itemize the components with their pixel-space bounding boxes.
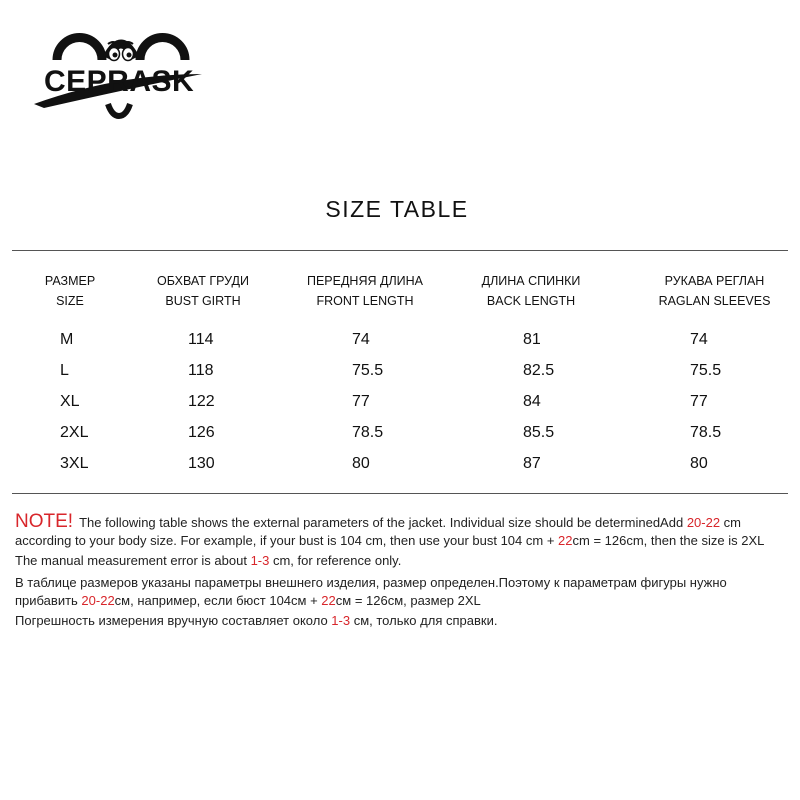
header-back-length [456, 271, 606, 311]
note-text: Погрешность измерения вручную составляет около [15, 613, 332, 628]
note-text: cm, for reference only. [269, 553, 402, 568]
table-cell: 81 [523, 331, 541, 348]
note-line-ru-1 [15, 574, 790, 592]
note-text: см, например, если бюст 104см + [114, 593, 322, 608]
table-cell: L [60, 362, 69, 379]
note-line-en-3 [15, 552, 790, 570]
table-cell: 80 [352, 455, 370, 472]
note-text: cm [720, 515, 742, 530]
note-text: В таблице размеров указаны параметры внешнего изделия, размер определен.Поэтому к параметрам фигуры нужно [15, 575, 727, 590]
header-bust-ru: ОБХВАТ ГРУДИ [156, 274, 250, 288]
table-cell: XL [60, 393, 80, 410]
table-cell: 74 [352, 331, 370, 348]
table-cell: 114 [188, 331, 214, 348]
size-notes [15, 513, 790, 630]
note-text: according to your body size. For example, if your bust is 104 cm, then use your bust 104 cm + [15, 533, 559, 548]
table-cell: 80 [690, 455, 708, 472]
brand-name: CEPRASK [44, 65, 195, 98]
header-size [30, 271, 110, 311]
note-highlight: 1-3 [250, 553, 270, 568]
note-text: прибавить [15, 593, 82, 608]
table-cell: 74 [690, 331, 708, 348]
table-cell: 75.5 [690, 362, 722, 379]
header-front-ru: ПЕРЕДНЯЯ ДЛИНА [306, 274, 424, 288]
note-text: см, только для справки. [350, 613, 498, 628]
table-cell: 75.5 [352, 362, 384, 379]
header-raglan-sleeves [632, 271, 797, 311]
table-top-divider [12, 250, 788, 251]
note-highlight: 20-22 [686, 515, 721, 530]
header-size-ru: РАЗМЕР [44, 274, 96, 288]
note-text: The manual measurement error is about [15, 553, 251, 568]
table-cell: 2XL [60, 424, 89, 441]
table-cell: 87 [523, 455, 541, 472]
note-text: см = 126см, размер 2XL [335, 593, 481, 608]
table-cell: 3XL [60, 455, 89, 472]
note-text: cm = 126cm, then the size is 2XL [572, 533, 765, 548]
table-cell: 130 [188, 455, 215, 472]
table-cell: 77 [352, 393, 370, 410]
header-size-en: SIZE [56, 294, 84, 308]
note-line-en-2 [15, 532, 790, 550]
note-highlight: 20-22 [81, 593, 115, 608]
note-highlight: 22 [558, 533, 573, 548]
table-cell: 78.5 [690, 424, 722, 441]
table-cell: 122 [188, 393, 215, 410]
header-front-length [285, 271, 445, 311]
note-line-ru-3 [15, 612, 790, 630]
table-cell: 77 [690, 393, 708, 410]
brand-logo [22, 22, 212, 132]
header-bust [138, 271, 268, 311]
header-front-en: FRONT LENGTH [316, 294, 414, 308]
note-line-en-1 [15, 513, 790, 532]
header-sleeves-ru: РУКАВА РЕГЛАН [664, 274, 765, 288]
table-cell: 126 [188, 424, 215, 441]
table-cell: M [60, 331, 74, 348]
table-cell: 84 [523, 393, 541, 410]
table-bottom-divider [12, 493, 788, 494]
table-cell: 85.5 [523, 424, 555, 441]
note-line-ru-2 [15, 592, 790, 610]
table-cell: 118 [188, 362, 214, 379]
page-title: SIZE TABLE [325, 196, 469, 222]
note-highlight: 1-3 [331, 613, 351, 628]
table-cell: 82.5 [523, 362, 555, 379]
note-label: NOTE! [15, 511, 74, 532]
note-text: The following table shows the external parameters of the jacket. Individual size should be determinedAdd [79, 515, 687, 530]
header-back-ru: ДЛИНА СПИНКИ [481, 274, 581, 288]
header-back-en: BACK LENGTH [486, 294, 576, 308]
note-highlight: 22 [321, 593, 336, 608]
header-bust-en: BUST GIRTH [165, 294, 241, 308]
table-cell: 78.5 [352, 424, 384, 441]
header-sleeves-en: RAGLAN SLEEVES [658, 294, 771, 308]
